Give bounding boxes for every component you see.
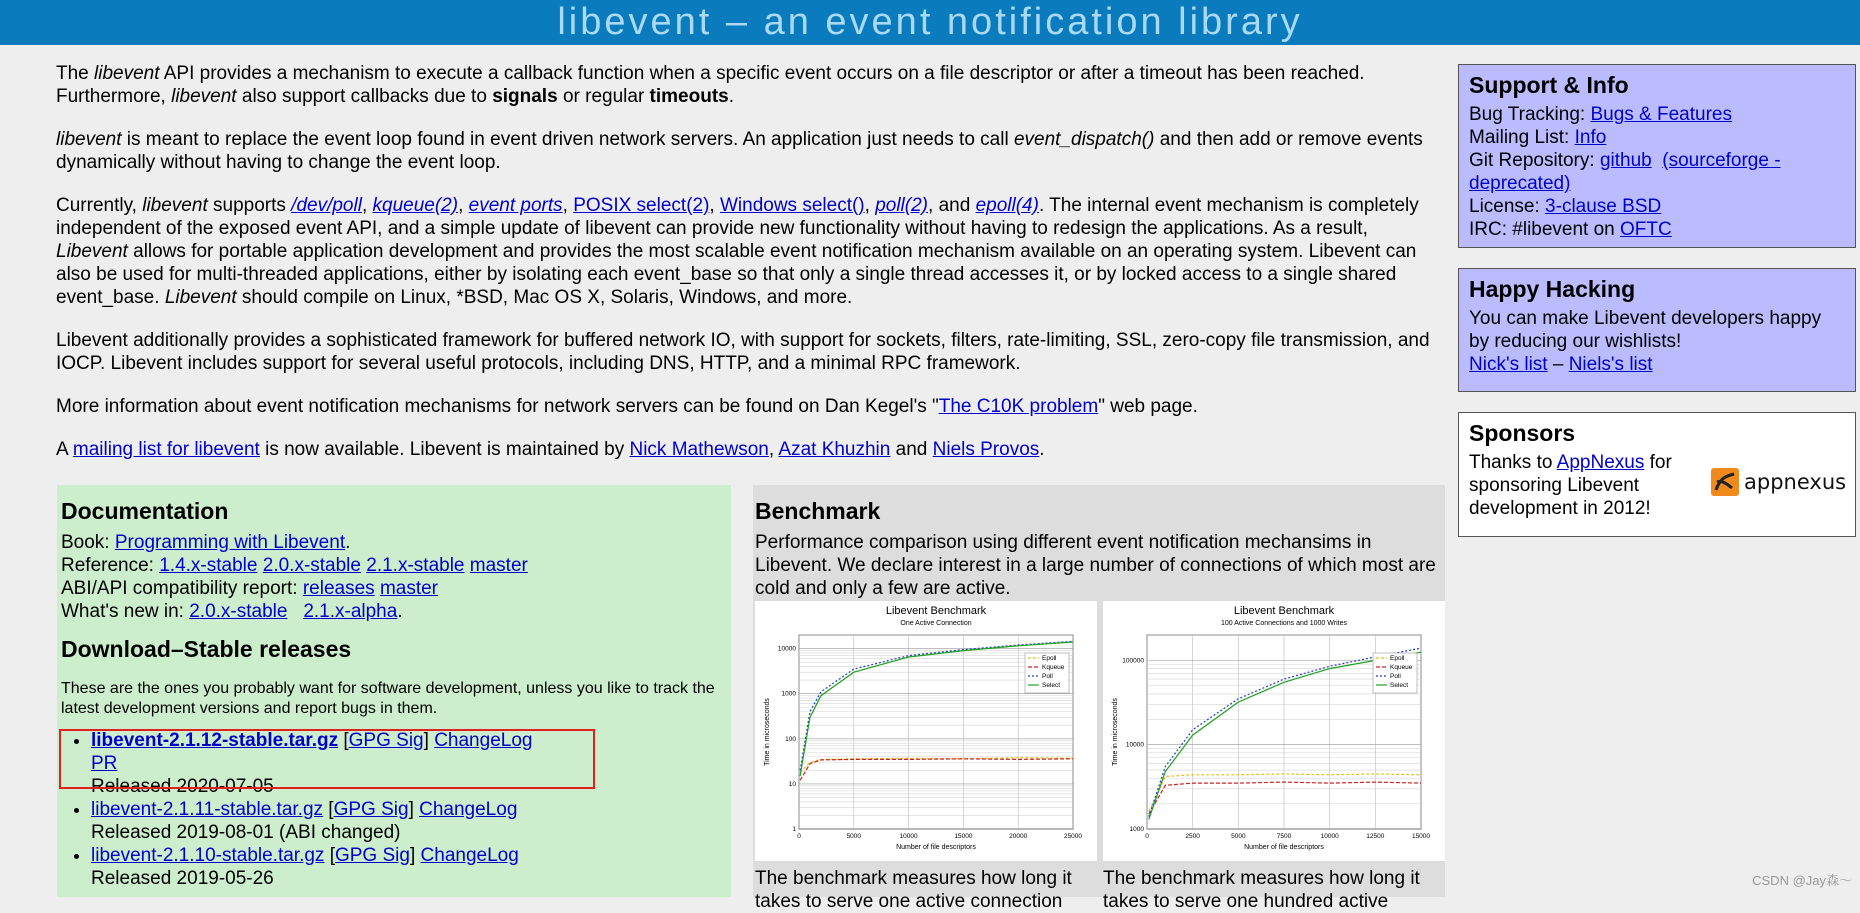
link-mailing-list[interactable]: mailing list for libevent xyxy=(72,439,260,460)
mailing-list-row xyxy=(1469,126,1845,149)
text: Bug Tracking: xyxy=(1469,104,1591,125)
documentation-title: Documentation xyxy=(61,498,229,524)
legend-label: Epoll xyxy=(1042,655,1057,662)
link-nielss-list[interactable]: Niels's list xyxy=(1568,354,1653,375)
benchmark-text: Performance comparison using different event notification mechansims in Libevent. We declare interest in a large number of connections of which most are cold and only a few are active. xyxy=(755,532,1436,599)
text: and xyxy=(890,439,933,460)
wishlist-links xyxy=(1469,353,1845,376)
y-tick-label: 10000 xyxy=(1125,741,1144,749)
abi-row xyxy=(61,577,727,600)
link-ref-2-1[interactable]: 2.1.x-stable xyxy=(366,555,465,576)
y-tick-label: 1000 xyxy=(1129,826,1144,833)
documentation-panel xyxy=(57,485,731,897)
text: [ xyxy=(343,730,349,751)
text: libevent xyxy=(56,129,122,150)
benchmark-title: Benchmark xyxy=(755,498,881,524)
text: Mailing List: xyxy=(1469,127,1575,148)
text: Thanks to xyxy=(1469,452,1557,473)
link-sourceforge[interactable]: (sourceforge - deprecated) xyxy=(1469,150,1781,194)
text: – xyxy=(1547,354,1569,375)
intro-paragraph-4: Libevent additionally provides a sophisticated framework for buffered network IO, with support for sockets, filters, rate-limiting, SSL, zero-copy file transmission, and IOCP. Libevent includes support for several useful protocols, including DNS, HTTP, and a minimal RPC framework. xyxy=(56,330,1430,374)
release-date: Released 2020-07-05 xyxy=(91,776,274,797)
reference-row xyxy=(61,554,727,577)
text: Libevent xyxy=(164,287,237,308)
sponsors-box xyxy=(1458,412,1856,537)
y-tick-label: 1000 xyxy=(781,690,796,698)
x-tick-label: 25000 xyxy=(1063,833,1083,840)
text: IRC: #libevent on xyxy=(1469,219,1621,240)
chart-subtitle: 100 Active Connections and 1000 Writes xyxy=(1221,620,1347,627)
text: ABI/API compatibility report: xyxy=(61,578,303,599)
appnexus-logo[interactable] xyxy=(1711,467,1847,499)
link-event-ports[interactable]: event ports xyxy=(468,195,563,216)
x-tick-label: 20000 xyxy=(1009,833,1028,840)
git-row xyxy=(1469,149,1845,195)
link-gpg-sig[interactable]: GPG Sig xyxy=(334,845,410,866)
text: is meant to replace the event loop found in event driven network servers. An application just needs to call xyxy=(121,129,1014,150)
link-changelog[interactable]: ChangeLog xyxy=(419,799,518,820)
link-new-2-1-alpha[interactable]: 2.1.x-alpha xyxy=(303,601,398,622)
link-release-2-1-10[interactable]: libevent-2.1.10-stable.tar.gz xyxy=(91,845,325,866)
x-tick-label: 0 xyxy=(1145,833,1149,840)
link-nick-mathewson[interactable]: Nick Mathewson xyxy=(629,439,769,460)
link-pr[interactable]: PR xyxy=(91,753,118,774)
text: Git Repository: xyxy=(1469,150,1600,171)
text: and xyxy=(938,195,971,216)
y-axis-label: Time in microseconds xyxy=(764,698,771,766)
text: allows for portable application development and provides the most scalable event notification mechanism available on an operating system. Libevent can also be used for multi-threaded applications, either by isolating each event_base so that only a single thread accesses it, or by locked access to a single shared event_base. xyxy=(56,241,1417,308)
release-item xyxy=(91,798,727,844)
benchmark-chart-100-active[interactable] xyxy=(1103,601,1445,861)
irc-row xyxy=(1469,218,1845,241)
link-posix-select[interactable] xyxy=(573,195,709,216)
text: . xyxy=(397,601,403,622)
link-poll[interactable]: poll(2) xyxy=(875,195,929,216)
book-row xyxy=(61,531,727,554)
appnexus-wordmark: appnexus xyxy=(1744,470,1847,494)
link-epoll[interactable]: epoll(4) xyxy=(975,195,1039,216)
text: timeouts xyxy=(649,86,729,107)
text: . xyxy=(728,86,735,107)
x-axis-label: Number of file descriptors xyxy=(1244,844,1324,851)
link-github[interactable]: github xyxy=(1599,150,1652,171)
text: should compile on Linux, *BSD, Mac OS X, Solaris, Windows, and more. xyxy=(236,287,853,308)
intro-paragraph-5 xyxy=(56,395,1436,418)
link-c10k[interactable]: The C10K problem xyxy=(938,396,1099,417)
text: signals xyxy=(492,86,558,107)
support-title: Support & Info xyxy=(1469,72,1629,98)
text: libevent xyxy=(142,195,208,216)
y-tick-label: 10 xyxy=(788,780,796,788)
intro-paragraph-1 xyxy=(56,62,1436,108)
x-tick-label: 10000 xyxy=(899,833,918,840)
support-info-box xyxy=(1458,64,1856,248)
y-axis-label: Time in microseconds xyxy=(1112,698,1119,766)
link-oftc[interactable]: OFTC xyxy=(1620,219,1672,240)
link-windows-select[interactable]: Windows select() xyxy=(719,195,865,216)
x-tick-label: 5000 xyxy=(846,833,862,840)
text: Reference: xyxy=(61,555,160,576)
text: The xyxy=(56,63,95,84)
text: Libevent xyxy=(56,241,128,262)
text: . The internal event mechanism is completely independent of the exposed event API, and a simple update of libevent can provide new functionality without having to redesign the applications. As a result, xyxy=(56,195,1419,239)
text: " web page. xyxy=(1098,396,1198,417)
sponsors-title: Sponsors xyxy=(1469,420,1576,446)
text: Book: xyxy=(61,532,115,553)
license-row xyxy=(1469,195,1845,218)
link-changelog[interactable]: ChangeLog xyxy=(420,845,519,866)
legend-label: Poll xyxy=(1390,673,1401,680)
benchmark-chart-one-active[interactable] xyxy=(755,601,1097,861)
x-axis-label: Number of file descriptors xyxy=(896,844,976,851)
text: . xyxy=(345,532,351,553)
legend-label: Kqueue xyxy=(1042,664,1065,671)
x-tick-label: 12500 xyxy=(1366,833,1385,840)
legend-label: Select xyxy=(1390,682,1409,689)
link-appnexus[interactable]: AppNexus xyxy=(1556,452,1645,473)
text: API provides a mechanism to execute a callback function when a specific event occurs on a file descriptor or after a timeout has been reached. Furthermore, xyxy=(56,63,1365,107)
legend-label: Poll xyxy=(1042,673,1053,680)
release-item xyxy=(91,844,727,890)
text: supports xyxy=(207,195,292,216)
page-title: libevent – an event notification library xyxy=(557,1,1303,43)
benchmark-panel xyxy=(753,485,1445,912)
x-tick-label: 5000 xyxy=(1231,833,1246,840)
text: and then add or remove events dynamically without having to change the event loop. xyxy=(56,129,1423,173)
link-changelog[interactable]: ChangeLog xyxy=(434,730,533,751)
link-ref-2-0[interactable]: 2.0.x-stable xyxy=(262,555,361,576)
chart-subtitle: One Active Connection xyxy=(900,620,972,627)
text: [ xyxy=(329,845,335,866)
link-gpg-sig[interactable]: GPG Sig xyxy=(333,799,409,820)
appnexus-mark-icon xyxy=(1711,468,1739,496)
chart-svg xyxy=(755,601,1097,861)
text: More information about event notification mechanisms for network servers can be found on Dan Kegel's " xyxy=(56,396,939,417)
x-tick-label: 2500 xyxy=(1185,833,1200,840)
y-tick-label: 10000 xyxy=(777,645,796,653)
link-release-2-1-12[interactable]: libevent-2.1.12-stable.tar.gz xyxy=(91,730,339,751)
text: A xyxy=(56,439,73,460)
chart-title: Libevent Benchmark xyxy=(1233,605,1335,617)
x-tick-label: 15000 xyxy=(954,833,973,840)
link-kqueue[interactable]: kqueue(2) xyxy=(372,195,459,216)
link-programming-with-libevent[interactable]: Programming with Libevent xyxy=(114,532,346,553)
link-devpoll[interactable]: /dev/poll xyxy=(291,195,362,216)
benchmark-caption-1: The benchmark measures how long it takes to serve one active connection xyxy=(755,868,1072,912)
appnexus-swirl-icon xyxy=(1711,468,1739,496)
x-tick-label: 10000 xyxy=(1320,833,1339,840)
intro-paragraph-6 xyxy=(56,438,1436,461)
text: What's new in: xyxy=(61,601,190,622)
link-niels-provos[interactable]: Niels Provos xyxy=(932,439,1040,460)
download-title: Download–Stable releases xyxy=(61,636,352,662)
watermark: CSDN @Jay森～ xyxy=(1752,873,1852,888)
text: libevent xyxy=(94,63,160,84)
text: or regular xyxy=(557,86,650,107)
text: event_dispatch() xyxy=(1013,129,1155,150)
y-tick-label: 1 xyxy=(792,826,796,833)
legend-label: Epoll xyxy=(1390,655,1405,662)
x-tick-label: 7500 xyxy=(1276,833,1292,840)
page-banner xyxy=(0,0,1860,45)
release-date: Released 2019-08-01 (ABI changed) xyxy=(91,822,401,843)
text: , xyxy=(768,439,779,460)
text: ] xyxy=(408,799,414,820)
link-new-2-0[interactable]: 2.0.x-stable xyxy=(189,601,288,622)
intro-paragraph-2 xyxy=(56,128,1436,174)
hacking-text: You can make Libevent developers happy by reducing our wishlists! xyxy=(1469,308,1822,352)
intro-text xyxy=(56,62,1436,481)
text: ] xyxy=(409,845,416,866)
bug-tracking-row xyxy=(1469,103,1845,126)
whats-new-row xyxy=(61,600,727,623)
legend-label: Kqueue xyxy=(1390,664,1413,671)
release-item xyxy=(91,729,727,798)
text: also support callbacks due to xyxy=(236,86,493,107)
chart-title: Libevent Benchmark xyxy=(885,605,987,617)
intro-paragraph-3: Currently, libevent supports /dev/poll, kqueue(2), event ports, POSIX select(2), Windows select(), poll(2), and epoll(4). The internal event mechanism is completely independent of the exposed event API, and a simple update of libevent can provide new functionality without having to redesign the applications. As a result, Libevent allows for portable application development and provides the most scalable event notification mechanism available on an operating system. Libevent can also be used for multi-threaded applications, either by isolating each event_base so that only a single thread accesses it, or by locked access to a single shared event_base. Libevent should compile on Linux, *BSD, Mac OS X, Solaris, Windows, and more. xyxy=(56,195,1419,308)
link-abi-master[interactable]: master xyxy=(379,578,439,599)
x-tick-label: 0 xyxy=(797,833,801,840)
download-note: These are the ones you probably want for software development, unless you like to track the latest development versions and report bugs in them. xyxy=(61,680,715,717)
x-tick-label: 15000 xyxy=(1411,833,1431,840)
hacking-title: Happy Hacking xyxy=(1469,276,1636,302)
chart-svg xyxy=(1103,601,1445,861)
sponsor-text xyxy=(1469,451,1689,520)
benchmark-caption-2: The benchmark measures how long it takes to serve one hundred active xyxy=(1103,868,1420,912)
text: libevent xyxy=(171,86,237,107)
text: for sponsoring Libevent development in 2012! xyxy=(1469,452,1672,519)
text: is now available. Libevent is maintained by xyxy=(259,439,630,460)
link-gpg-sig[interactable]: GPG Sig xyxy=(348,730,424,751)
y-tick-label: 100000 xyxy=(1122,657,1144,665)
link-ref-master[interactable]: master xyxy=(469,555,528,576)
text: [ xyxy=(328,799,334,820)
link-nicks-list[interactable]: Nick's list xyxy=(1469,354,1548,375)
link-bugs-features[interactable]: Bugs & Features xyxy=(1590,104,1732,125)
happy-hacking-box xyxy=(1458,268,1856,392)
link-release-2-1-11[interactable]: libevent-2.1.11-stable.tar.gz xyxy=(91,799,324,820)
text: . xyxy=(1039,439,1045,460)
release-list xyxy=(61,729,727,890)
link-mailing-info[interactable]: Info xyxy=(1574,127,1607,148)
link-azat-khuzhin[interactable]: Azat Khuzhin xyxy=(778,439,891,460)
text: ] xyxy=(423,730,429,751)
text: License: xyxy=(1469,196,1546,217)
y-tick-label: 100 xyxy=(785,735,796,743)
text: Currently, xyxy=(56,195,143,216)
text: POSIX select(2) xyxy=(573,195,710,216)
link-ref-1-4[interactable]: 1.4.x-stable xyxy=(159,555,258,576)
release-date: Released 2019-05-26 xyxy=(91,868,274,889)
legend-label: Select xyxy=(1042,682,1061,689)
link-license[interactable]: 3-clause BSD xyxy=(1545,196,1662,217)
link-abi-releases[interactable]: releases xyxy=(302,578,375,599)
